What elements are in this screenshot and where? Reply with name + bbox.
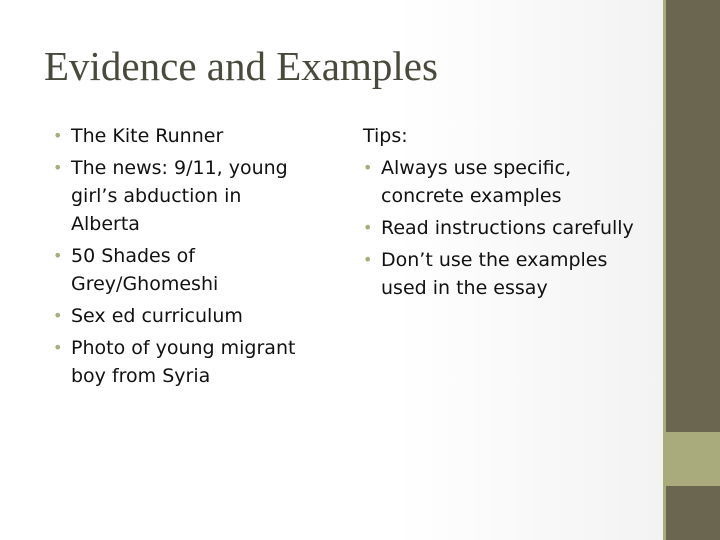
examples-list	[53, 122, 313, 390]
list-item	[53, 242, 313, 298]
list-item	[53, 302, 313, 330]
bullet-icon: •	[53, 306, 63, 325]
list-item	[363, 214, 653, 242]
slide-title: Evidence and Examples	[44, 43, 438, 89]
list-item	[53, 122, 313, 150]
list-item	[363, 246, 653, 302]
sidebar-accent-block	[666, 432, 720, 486]
right-column	[363, 122, 653, 306]
list-item-text: 50 Shades of Grey/Ghomeshi	[71, 245, 219, 295]
list-item	[363, 154, 653, 210]
bullet-icon: •	[53, 246, 63, 265]
bullet-icon: •	[363, 250, 373, 269]
bullet-icon: •	[53, 338, 63, 357]
list-item-text: Sex ed curriculum	[71, 305, 243, 327]
list-item	[53, 154, 313, 238]
tips-list	[363, 154, 653, 302]
list-item	[53, 334, 313, 390]
bullet-icon: •	[53, 126, 63, 145]
bullet-icon: •	[363, 158, 373, 177]
list-item-text: Photo of young migrant boy from Syria	[71, 337, 296, 387]
list-item-text: Don’t use the examples used in the essay	[381, 249, 608, 299]
bullet-icon: •	[363, 218, 373, 237]
tips-heading: Tips:	[363, 125, 408, 147]
list-item-text: The Kite Runner	[71, 125, 224, 147]
left-column	[53, 122, 313, 394]
list-item-text: Read instructions carefully	[381, 217, 634, 239]
sidebar-bottom-block	[666, 486, 720, 540]
list-item-text: The news: 9/11, young girl’s abduction in Alberta	[71, 157, 288, 235]
bullet-icon: •	[53, 158, 63, 177]
sidebar-dark-block	[666, 0, 720, 432]
list-item-text: Always use specific, concrete examples	[381, 157, 572, 207]
